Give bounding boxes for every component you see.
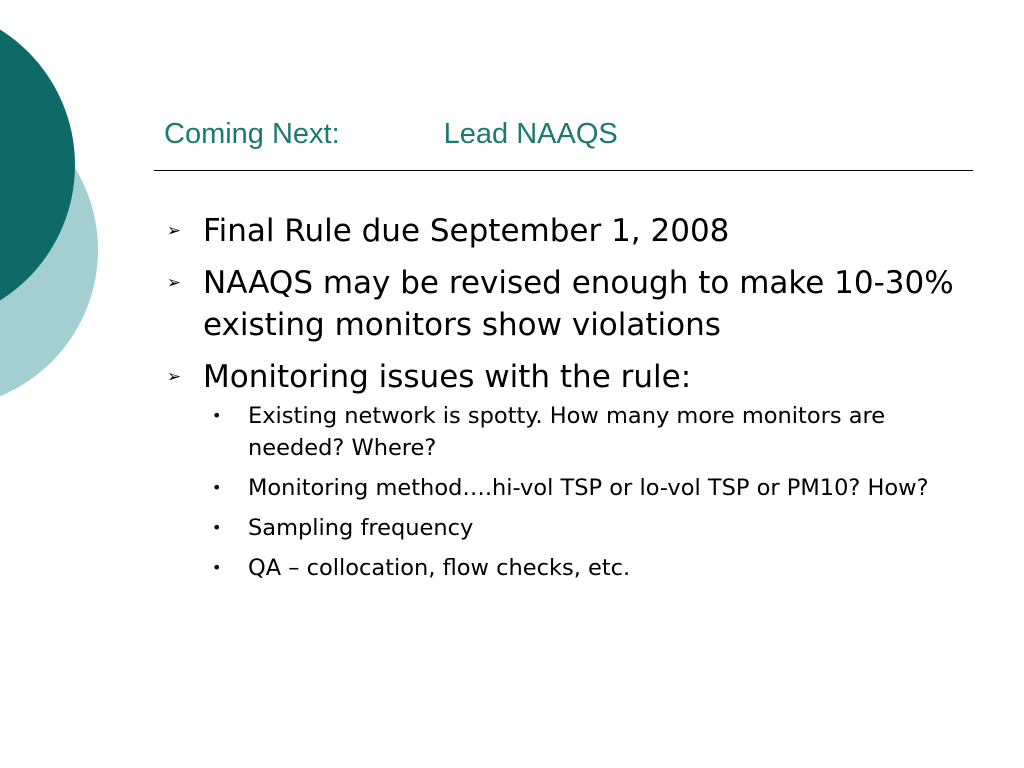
bullet-monitoring-issues [164,356,984,398]
dot-bullet-icon: • [212,478,222,497]
title-left: Coming Next: [164,118,340,150]
title-right: Lead NAAQS [443,118,618,150]
bullet-final-rule [164,210,984,252]
arrow-bullet-icon: ➢ [166,367,182,387]
decorative-circles [0,0,110,420]
dot-bullet-icon: • [212,518,222,537]
sub-bullet-text: Monitoring method….hi-vol TSP or lo-vol TSP or PM10? How? [248,475,929,501]
sub-bullet-text: QA – collocation, flow checks, etc. [248,555,631,581]
arrow-bullet-icon: ➢ [166,273,182,293]
arrow-bullet-icon: ➢ [166,221,182,241]
bullet-naaqs-revision [164,262,984,346]
sub-bullet-text: Sampling frequency [248,515,474,541]
dot-bullet-icon: • [212,406,222,425]
sub-bullet-method [164,472,984,504]
slide-title [164,118,618,151]
sub-bullet-text: Existing network is spotty. How many more monitors are needed? Where? [248,403,886,461]
bullet-text: Monitoring issues with the rule: [203,359,692,395]
bullet-text: NAAQS may be revised enough to make 10-30% existing monitors show violations [203,265,954,343]
slide-body [164,210,984,592]
sub-bullet-frequency [164,512,984,544]
title-divider [154,170,973,171]
sub-bullet-network [164,400,984,464]
sub-bullet-qa [164,552,984,584]
dot-bullet-icon: • [212,558,222,577]
bullet-text: Final Rule due September 1, 2008 [203,213,730,249]
